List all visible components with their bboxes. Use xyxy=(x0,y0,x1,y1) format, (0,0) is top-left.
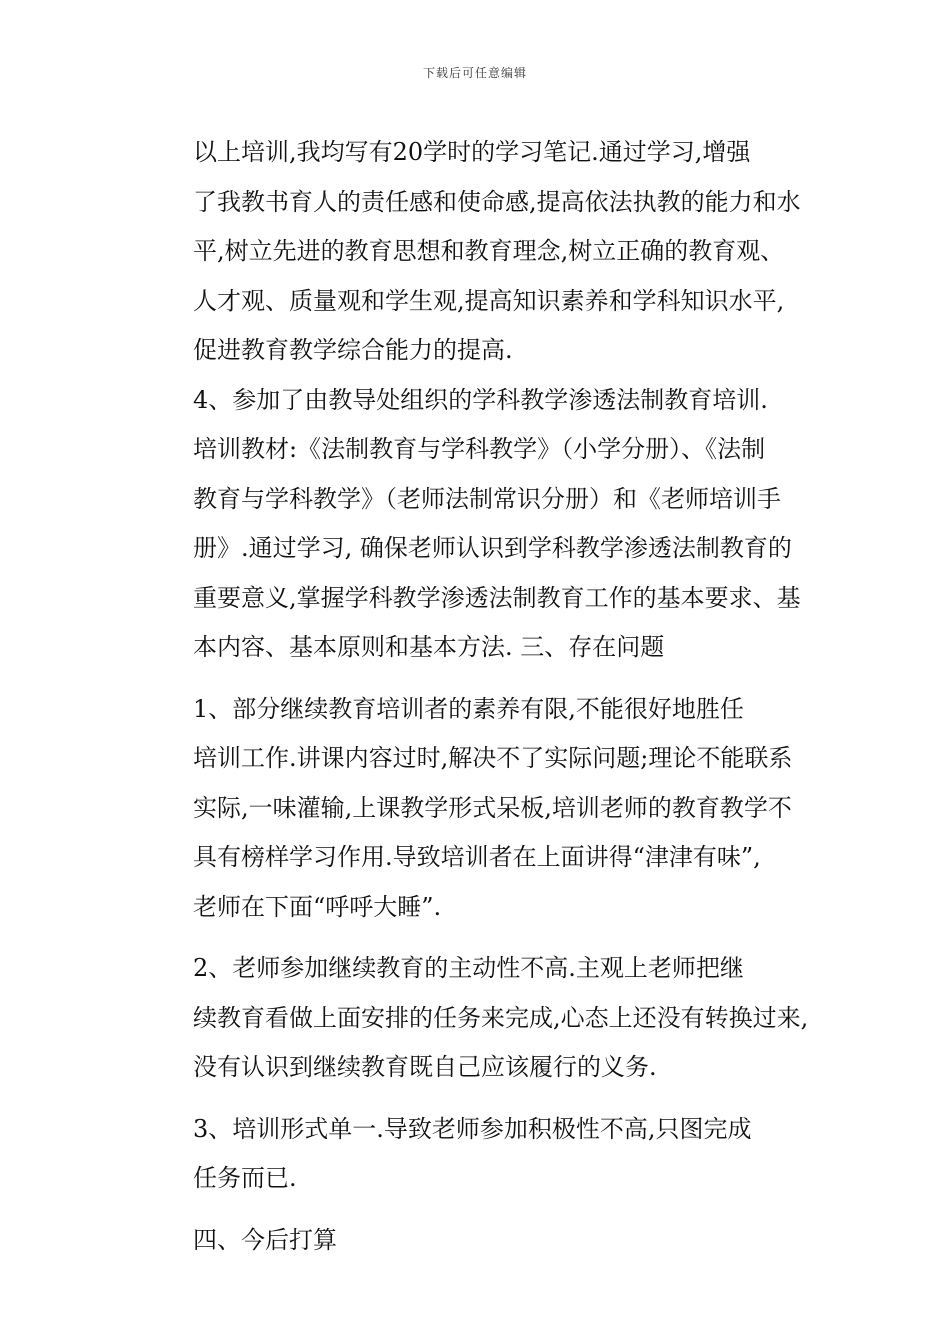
text-line: 任务而已. xyxy=(193,1164,297,1192)
text-line: 平,树立先进的教育思想和教育理念,树立正确的教育观、 xyxy=(193,237,785,265)
text-line: 续教育看做上面安排的任务来完成,心态上还没有转换过来, xyxy=(193,1003,809,1032)
text-line: 以上培训,我均写有20学时的学习笔记.通过学习,增强 xyxy=(193,138,751,166)
document-body xyxy=(145,128,810,1265)
text-line: 教育与学科教学》（老师法制常识分册）和《老师培训手 xyxy=(193,484,781,513)
section-heading-future-plans xyxy=(145,1216,810,1266)
paragraph-problem-2 xyxy=(145,944,810,1093)
text-line: 培训教材:《法制教育与学科教学》（小学分册）、《法制 xyxy=(193,435,766,463)
paragraph-item-4 xyxy=(145,376,810,673)
page-header: 下载后可任意编辑 xyxy=(422,66,527,80)
text-line: 实际,一味灌输,上课教学形式呆板,培训老师的教育教学不 xyxy=(193,793,792,822)
paragraph-problem-1 xyxy=(145,685,810,933)
text-line: 老师在下面“呼呼大睡”. xyxy=(193,892,442,921)
text-line: 了我教书育人的责任感和使命感,提高依法执教的能力和水 xyxy=(193,187,801,216)
text-line: 3、培训形式单一.导致老师参加积极性不高,只图完成 xyxy=(193,1114,752,1143)
text-line: 促进教育教学综合能力的提高. xyxy=(193,336,513,364)
text-line: 1、部分继续教育培训者的素养有限,不能很好地胜任 xyxy=(193,694,744,723)
text-line: 具有榜样学习作用.导致培训者在上面讲得“津津有味”, xyxy=(193,843,761,871)
text-line: 没有认识到继续教育既自己应该履行的义务. xyxy=(193,1053,657,1081)
paragraph-training-notes xyxy=(145,128,810,376)
text-line: 本内容、基本原则和基本方法. 三、存在问题 xyxy=(193,633,665,661)
text-line: 重要意义,掌握学科教学渗透法制教育工作的基本要求、基 xyxy=(193,583,801,612)
text-line: 四、今后打算 xyxy=(193,1225,337,1254)
text-line: 册》.通过学习, 确保老师认识到学科教学渗透法制教育的 xyxy=(193,534,792,562)
text-line: 2、老师参加继续教育的主动性不高.主观上老师把继 xyxy=(193,954,744,982)
text-line: 4、参加了由教导处组织的学科教学渗透法制教育培训. xyxy=(193,385,768,414)
text-line: 培训工作.讲课内容过时,解决不了实际问题;理论不能联系 xyxy=(193,744,793,772)
text-line: 人才观、质量观和学生观,提高知识素养和学科知识水平, xyxy=(193,286,785,315)
paragraph-problem-3 xyxy=(145,1105,810,1204)
